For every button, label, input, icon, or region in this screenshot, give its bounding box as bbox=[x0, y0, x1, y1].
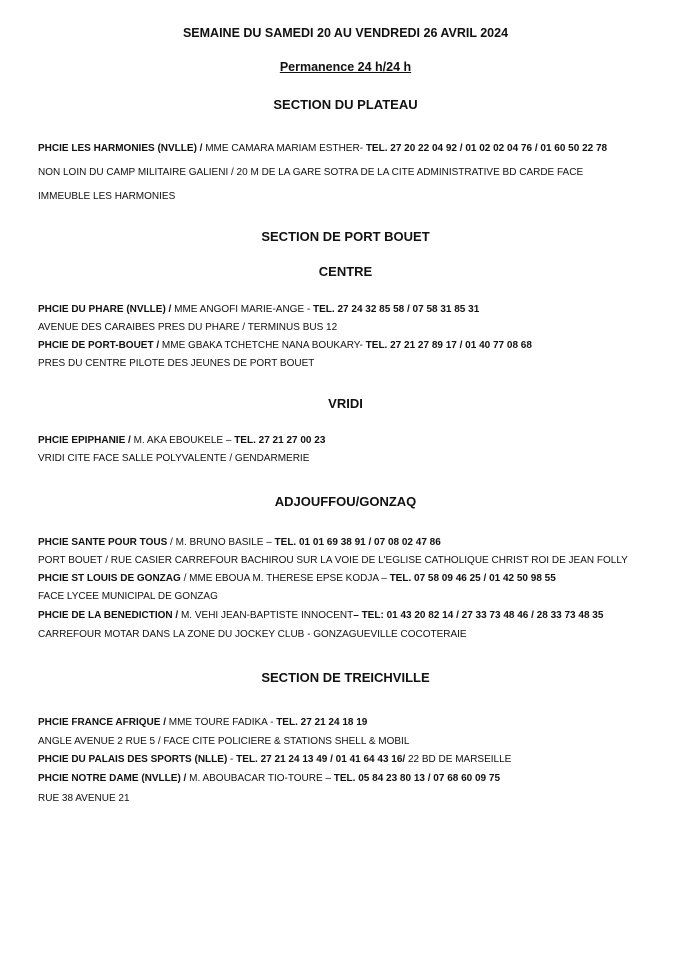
pharmacy-name: PHCIE DU PALAIS DES SPORTS (NLLE) bbox=[38, 754, 228, 765]
pharmacy-address: 22 BD DE MARSEILLE bbox=[405, 754, 512, 765]
pharmacist-name: MME GBAKA TCHETCHE NANA BOUKARY- bbox=[159, 340, 366, 351]
pharmacy-name: PHCIE SANTE POUR TOUS bbox=[38, 537, 168, 548]
pharmacy-phone: TEL. 27 21 27 00 23 bbox=[234, 435, 326, 446]
pharmacist-name: MME ANGOFI MARIE-ANGE - bbox=[171, 304, 314, 315]
pharmacy-address: IMMEUBLE LES HARMONIES bbox=[38, 191, 176, 202]
pharmacy-name: PHCIE DU PHARE (NVLLE) / bbox=[38, 304, 172, 315]
pharmacy-entry bbox=[38, 340, 678, 351]
pharmacy-address: PORT BOUET / RUE CASIER CARREFOUR BACHIROU SUR LA VOIE DE L'EGLISE CATHOLIQUE CHRIST ROI DE JEAN FOLLY bbox=[38, 555, 628, 566]
pharmacy-entry bbox=[38, 143, 678, 154]
pharmacy-entry bbox=[38, 773, 678, 784]
pharmacy-name: PHCIE NOTRE DAME (NVLLE) / bbox=[38, 773, 187, 784]
pharmacist-name: M. AKA EBOUKELE – bbox=[130, 435, 235, 446]
pharmacy-address: NON LOIN DU CAMP MILITAIRE GALIENI / 20 M DE LA GARE SOTRA DE LA CITE ADMINISTRATIVE BD CARDE FACE bbox=[38, 167, 584, 178]
pharmacy-entry bbox=[38, 573, 678, 584]
subsection-heading-vridi: VRIDI bbox=[328, 396, 363, 411]
pharmacy-phone: TEL. 05 84 23 80 13 / 07 68 60 09 75 bbox=[333, 773, 501, 784]
pharmacy-entry bbox=[38, 754, 678, 765]
pharmacy-address: FACE LYCEE MUNICIPAL DE GONZAG bbox=[38, 591, 218, 602]
pharmacy-phone: – TEL: 01 43 20 82 14 / 27 33 73 48 46 / 28 33 73 48 35 bbox=[353, 610, 604, 621]
pharmacy-phone: TEL. 27 21 24 18 19 bbox=[276, 717, 368, 728]
pharmacy-entry bbox=[38, 717, 678, 728]
pharmacist-name: - bbox=[227, 754, 237, 765]
pharmacist-name: / M. BRUNO BASILE – bbox=[167, 537, 275, 548]
pharmacy-name: PHCIE DE LA BENEDICTION / bbox=[38, 610, 179, 621]
pharmacy-name: PHCIE ST LOUIS DE GONZAG bbox=[38, 573, 181, 584]
pharmacy-phone: TEL. 27 21 27 89 17 / 01 40 77 08 68 bbox=[365, 340, 532, 351]
pharmacy-phone: TEL. 27 24 32 85 58 / 07 58 31 85 31 bbox=[313, 304, 480, 315]
pharmacist-name: / MME EBOUA M. THERESE EPSE KODJA – bbox=[180, 573, 390, 584]
pharmacist-name: MME CAMARA MARIAM ESTHER- bbox=[202, 143, 366, 154]
pharmacy-entry bbox=[38, 610, 678, 621]
section-heading-treichville: SECTION DE TREICHVILLE bbox=[261, 670, 430, 685]
page-title: SEMAINE DU SAMEDI 20 AU VENDREDI 26 AVRIL 2024 bbox=[182, 26, 509, 40]
pharmacy-address: AVENUE DES CARAIBES PRES DU PHARE / TERMINUS BUS 12 bbox=[38, 322, 338, 333]
pharmacy-phone: TEL. 01 01 69 38 91 / 07 08 02 47 86 bbox=[274, 537, 441, 548]
section-heading-port-bouet: SECTION DE PORT BOUET bbox=[261, 229, 430, 244]
pharmacist-name: MME TOURE FADIKA - bbox=[165, 717, 277, 728]
pharmacist-name: M. ABOUBACAR TIO-TOURE – bbox=[186, 773, 334, 784]
pharmacy-phone: TEL. 27 21 24 13 49 / 01 41 64 43 16/ bbox=[236, 754, 406, 765]
pharmacy-entry bbox=[38, 537, 678, 548]
pharmacy-address: VRIDI CITE FACE SALLE POLYVALENTE / GENDARMERIE bbox=[38, 453, 310, 464]
subsection-heading-adjouffou: ADJOUFFOU/GONZAQ bbox=[274, 494, 417, 509]
subsection-heading-centre: CENTRE bbox=[318, 264, 373, 279]
pharmacy-name: PHCIE DE PORT-BOUET / bbox=[38, 340, 160, 351]
pharmacy-entry bbox=[38, 435, 678, 446]
pharmacy-phone: TEL. 27 20 22 04 92 / 01 02 02 04 76 / 01 60 50 22 78 bbox=[365, 143, 608, 154]
pharmacy-address: RUE 38 AVENUE 21 bbox=[38, 793, 130, 804]
pharmacy-address: ANGLE AVENUE 2 RUE 5 / FACE CITE POLICIERE & STATIONS SHELL & MOBIL bbox=[38, 736, 410, 747]
pharmacy-address: CARREFOUR MOTAR DANS LA ZONE DU JOCKEY CLUB - GONZAGUEVILLE COCOTERAIE bbox=[38, 629, 467, 640]
pharmacy-phone: TEL. 07 58 09 46 25 / 01 42 50 98 55 bbox=[389, 573, 556, 584]
pharmacy-name: PHCIE LES HARMONIES (NVLLE) / bbox=[38, 143, 203, 154]
pharmacy-address: PRES DU CENTRE PILOTE DES JEUNES DE PORT BOUET bbox=[38, 358, 315, 369]
pharmacy-name: PHCIE EPIPHANIE / bbox=[38, 435, 131, 446]
pharmacy-name: PHCIE FRANCE AFRIQUE / bbox=[38, 717, 166, 728]
section-heading-plateau: SECTION DU PLATEAU bbox=[273, 97, 418, 112]
pharmacy-entry bbox=[38, 304, 678, 315]
page-subtitle: Permanence 24 h/24 h bbox=[279, 60, 412, 74]
pharmacist-name: M. VEHI JEAN-BAPTISTE INNOCENT bbox=[178, 610, 354, 621]
